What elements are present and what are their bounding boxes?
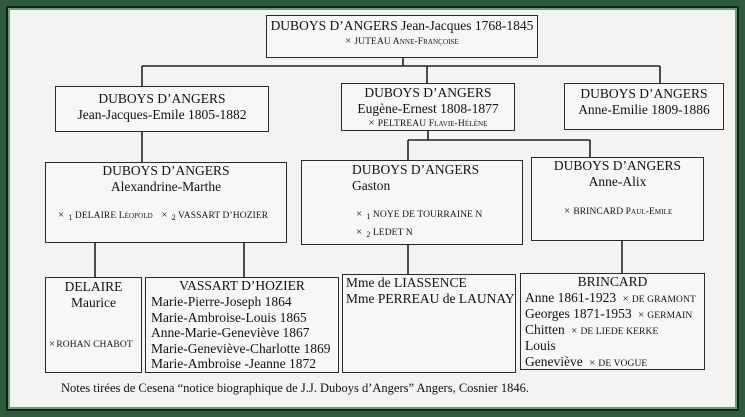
child-name: Marie-Ambroise-Louis 1865 [151,309,307,325]
child-name: Anne-Marie-Geneviève 1867 [151,325,310,340]
child-name: Chitten [525,322,565,337]
child-name: Mme de LIASSENCE [346,275,467,290]
jean-jacques-emile-box [55,86,269,132]
gaston-children-box [342,274,516,373]
marriage-number: 1 [68,213,73,222]
child-row [525,290,696,306]
delaire-box [45,277,142,373]
family-name: DUBOYS D’ANGERS [102,163,230,178]
given-name: Anne-Emilie 1809-1886 [578,102,710,117]
family-name: DUBOYS D’ANGERS [580,86,708,101]
child-name: Mme PERREAU de LAUNAY [346,291,515,306]
child-row [525,322,696,338]
root-dates: 1768-1845 [474,18,534,33]
footnote: Notes tirées de Cesena “notice biographique de J.J. Duboys d’Angers” Angers, Cosnier 1846. [61,381,529,395]
family-name: DUBOYS D’ANGERS [553,158,682,173]
marriage-icon: × [589,356,596,369]
child-row [525,306,696,322]
eugene-ernest-box [341,83,515,131]
child-spouse: DE LIEDE KERKE [580,327,659,337]
family-name: DUBOYS D’ANGERS [364,85,492,100]
child-spouse: GERMAIN [647,311,693,321]
marriage-number: 1 [366,212,371,221]
child-name: Anne 1861-1923 [525,290,617,305]
root-name: DUBOYS D’ANGERS Jean-Jacques [270,18,472,33]
spouse-1-name: DELAIRE Léopold [74,211,153,221]
child-name: Marie-Pierre-Joseph 1864 [151,294,292,309]
anne-alix-box [531,157,704,241]
child-name: Geneviève [525,353,583,369]
given-name: Maurice [71,295,116,310]
brincard-box [520,273,705,370]
spouse-name: BRINCARD Paul-Emile [573,207,673,217]
root-ancestor-box [266,15,538,58]
marriage-icon: × [622,293,629,305]
child-name: Marie-Ambroise -Jeanne 1872 [151,356,316,371]
given-name: Jean-Jacques-Emile 1805-1882 [77,107,247,122]
marriage-icon: × [356,208,363,220]
spouse-name: ROHAN CHABOT [56,340,133,350]
child-row [525,354,696,370]
child-spouse: DE VOGUE [598,358,648,369]
spouse-2-name: LEDET N [372,228,413,238]
marriage-icon: × [564,205,571,217]
marriage-icon: × [356,226,363,238]
marriage-icon: × [161,209,168,221]
family-name: DELAIRE [64,279,123,294]
marriage-icon: × [49,338,56,350]
marriage-icon: × [345,35,352,47]
marriage-icon: × [368,117,375,129]
marriage-number: 2 [366,230,371,239]
child-spouse: DE GRAMONT [631,295,696,305]
given-name: Eugène-Ernest 1808-1877 [357,101,499,116]
family-name: BRINCARD [577,274,648,289]
anne-emilie-box [564,83,724,130]
spouse-1-name: NOYE DE TOURRAINE N [372,210,483,220]
child-name: Georges 1871-1953 [525,306,632,321]
marriage-number: 2 [171,213,176,222]
child-name: Louis [525,338,556,353]
family-name: DUBOYS D’ANGERS [98,91,226,106]
family-name: VASSART D’HOZIER [179,278,305,293]
given-name: Gaston [352,178,391,193]
given-name: Anne-Alix [588,174,647,189]
marriage-icon: × [637,309,645,321]
alexandrine-marthe-box [45,162,287,243]
root-spouse: JUTEAU Anne-Françoise [354,37,459,47]
spouse-name: PELTREAU Flavie-Hélène [377,119,488,129]
child-row [525,338,696,354]
family-name: DUBOYS D’ANGERS [352,162,480,177]
spouse-2-name: VASSART D’HOZIER [178,211,269,221]
vassart-dhozier-box [145,277,339,373]
child-name: Marie-Geneviève-Charlotte 1869 [151,340,331,356]
marriage-icon: × [58,209,65,221]
given-name: Alexandrine-Marthe [110,179,222,194]
gaston-box [301,160,523,245]
marriage-icon: × [571,325,578,337]
